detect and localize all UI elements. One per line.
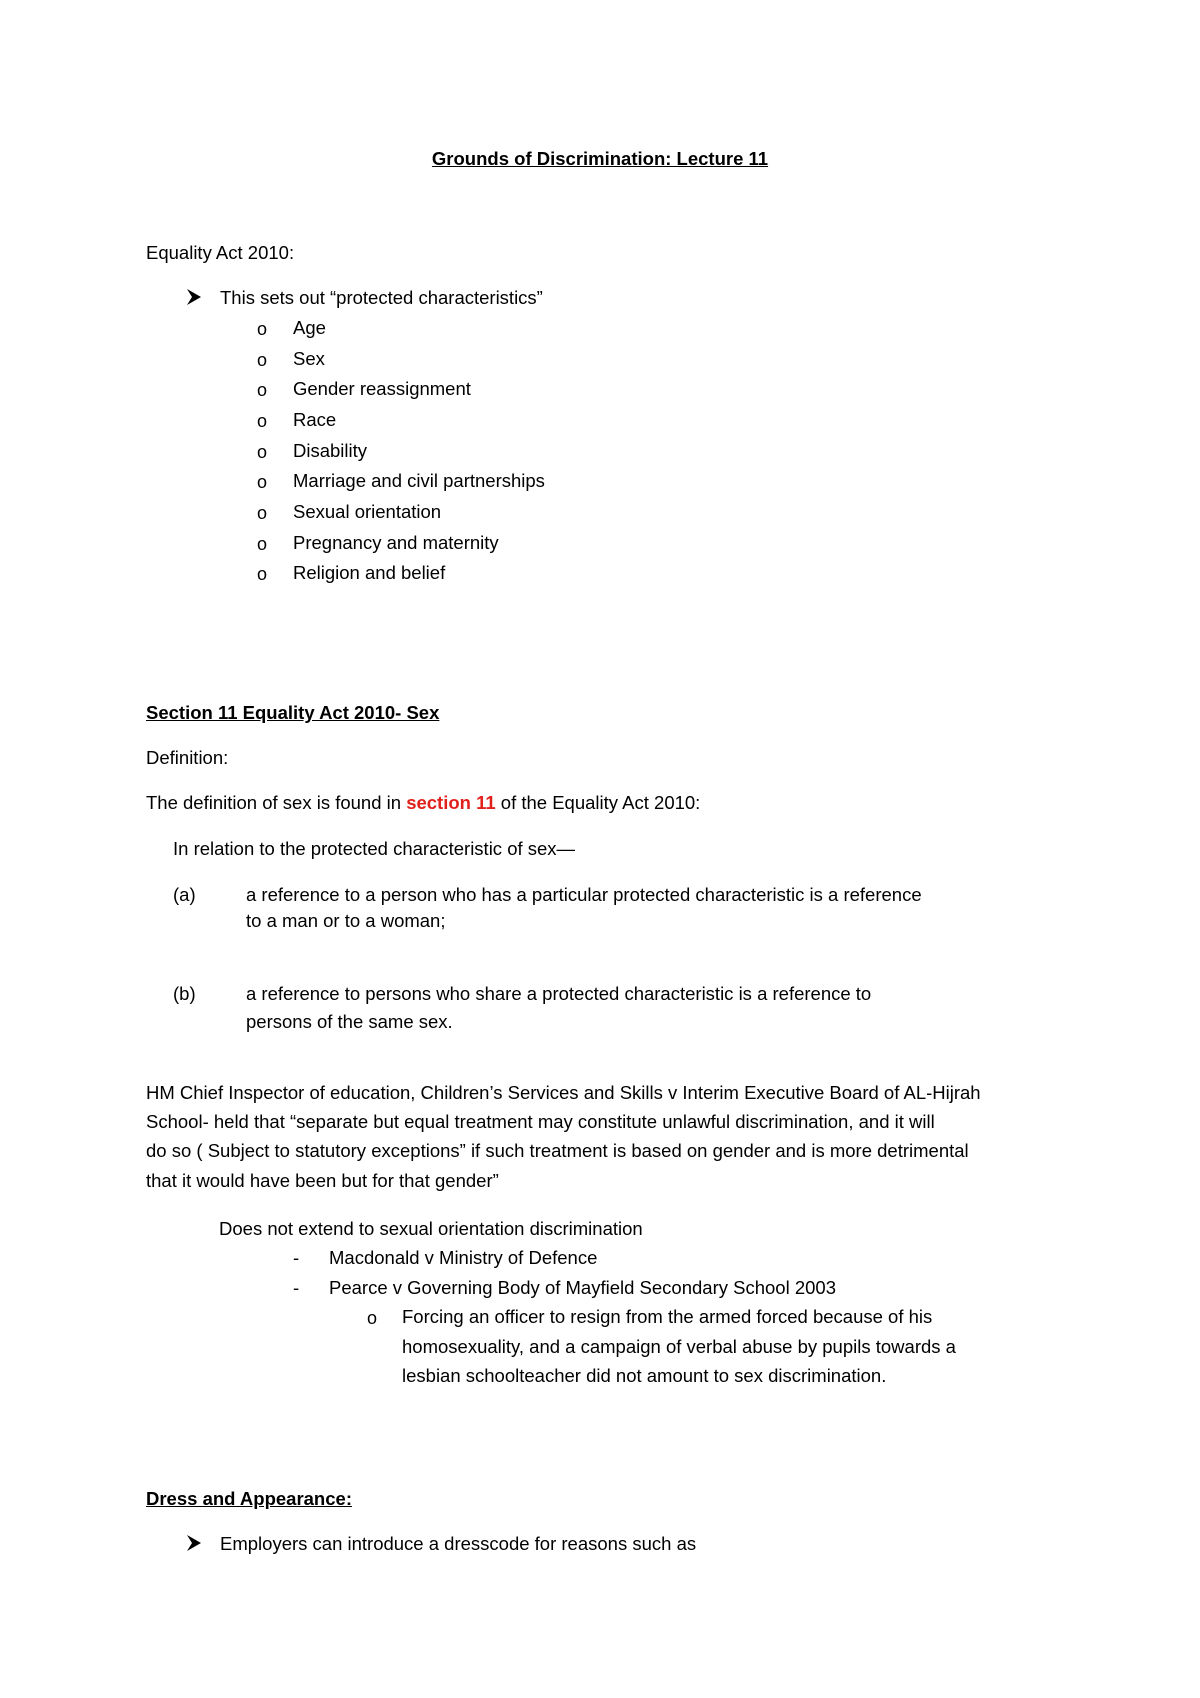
- sub-item-line: lesbian schoolteacher did not amount to sex discrimination.: [402, 1365, 887, 1386]
- document-title: Grounds of Discrimination: Lecture 11: [431, 148, 769, 169]
- list-item: Gender reassignment: [293, 378, 471, 399]
- sub-item-line: homosexuality, and a campaign of verbal abuse by pupils towards a: [402, 1336, 956, 1357]
- paragraph-line: do so ( Subject to statutory exceptions” if such treatment is based on gender and is more detrimental: [146, 1140, 969, 1161]
- list-bullet-icon: o: [257, 472, 268, 492]
- section-reference: section 11: [406, 792, 496, 813]
- dress-item: Employers can introduce a dresscode for reasons such as: [220, 1533, 697, 1554]
- list-item: Pregnancy and maternity: [293, 532, 499, 553]
- list-bullet-icon: o: [257, 350, 268, 370]
- paragraph-line: that it would have been but for that gender”: [146, 1170, 499, 1191]
- protected-characteristics-intro: This sets out “protected characteristics”: [220, 287, 543, 308]
- case-item: Macdonald v Ministry of Defence: [329, 1247, 598, 1268]
- clause-label: (a): [173, 884, 196, 905]
- sub-item-line: Forcing an officer to resign from the armed forced because of his: [402, 1306, 933, 1327]
- clause-text: a reference to persons who share a protected characteristic is a reference to: [246, 983, 872, 1004]
- arrow-bullet-icon: [185, 288, 203, 306]
- list-item: Religion and belief: [293, 562, 446, 583]
- list-bullet-icon: o: [367, 1308, 378, 1328]
- clause-text: to a man or to a woman;: [246, 910, 446, 931]
- dress-heading: Dress and Appearance:: [146, 1488, 352, 1509]
- list-item: Race: [293, 409, 337, 430]
- paragraph-line: HM Chief Inspector of education, Children’s Services and Skills v Interim Executive Board of AL-Hijrah: [146, 1082, 981, 1103]
- definition-label: Definition:: [146, 747, 229, 768]
- case-item: Pearce v Governing Body of Mayfield Secondary School 2003: [329, 1277, 836, 1298]
- list-bullet-icon: o: [257, 534, 268, 554]
- list-bullet-icon: o: [257, 411, 268, 431]
- dash-bullet: -: [293, 1277, 300, 1298]
- list-bullet-icon: o: [257, 380, 268, 400]
- definition-text: The definition of sex is found in: [146, 792, 402, 813]
- list-item: Disability: [293, 440, 368, 461]
- paragraph-line: School- held that “separate but equal treatment may constitute unlawful discrimination, and it will: [146, 1111, 935, 1132]
- list-item: Marriage and civil partnerships: [293, 470, 545, 491]
- list-bullet-icon: o: [257, 442, 268, 462]
- section-11-heading: Section 11 Equality Act 2010- Sex: [146, 702, 440, 723]
- list-bullet-icon: o: [257, 319, 268, 339]
- clause-text: persons of the same sex.: [246, 1011, 453, 1032]
- list-bullet-icon: o: [257, 564, 268, 584]
- list-item: Age: [293, 317, 326, 338]
- list-item: Sex: [293, 348, 325, 369]
- equality-act-heading: Equality Act 2010:: [146, 242, 295, 263]
- relation-text: In relation to the protected characteristic of sex—: [173, 838, 576, 859]
- clause-label: (b): [173, 983, 196, 1004]
- clause-text: a reference to a person who has a particular protected characteristic is a reference: [246, 884, 922, 905]
- list-item: Sexual orientation: [293, 501, 442, 522]
- definition-text: of the Equality Act 2010:: [500, 792, 701, 813]
- list-bullet-icon: o: [257, 503, 268, 523]
- arrow-bullet-icon: [185, 1534, 203, 1552]
- not-extend-text: Does not extend to sexual orientation discrimination: [219, 1218, 643, 1239]
- dash-bullet: -: [293, 1247, 300, 1268]
- definition-sentence: [146, 794, 700, 813]
